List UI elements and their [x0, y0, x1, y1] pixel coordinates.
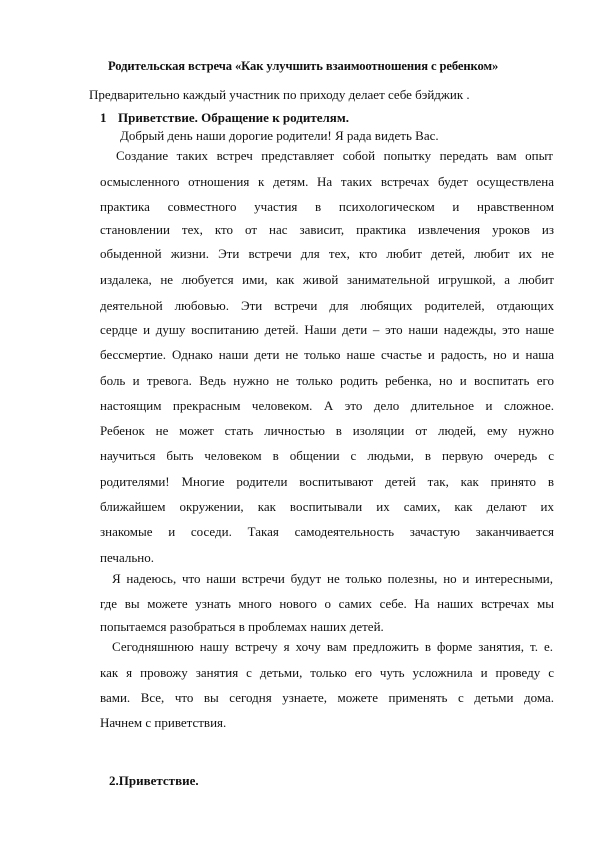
paragraph-1-line: печально. — [100, 550, 154, 565]
paragraph-2-line: где вы можете узнать много нового о самих себе. На наших встречах мы — [100, 596, 554, 611]
greeting-text: Добрый день наши дорогие родители! Я рада видеть Вас. — [120, 128, 439, 143]
section-2-heading: 2.Приветствие. — [109, 773, 199, 788]
paragraph-1-line: Создание таких встреч представляет собой попытку передать вам опыт — [116, 148, 553, 163]
paragraph-1-line: знакомые и соседи. Такая самодеятельность зачастую заканчивается — [100, 524, 554, 539]
paragraph-1-line: сердце и душу воспитанию детей. Наши дети – это наши надежды, это наше — [100, 322, 554, 337]
paragraph-3-line: вами. Все, что вы сегодня узнаете, можете применять с детьми дома. — [100, 690, 554, 705]
paragraph-1-line: обыденной жизни. Эти встречи для тех, кто любит детей, любит их не — [100, 246, 554, 261]
paragraph-2-line: попытаемся разобраться в проблемах наших детей. — [100, 619, 384, 634]
paragraph-1-line: осмысленного отношения к детям. На таких встречах будет осуществлена — [100, 174, 554, 189]
paragraph-3-line: как я провожу занятия с детьми, только его чуть усложнила и проведу с — [100, 665, 554, 680]
paragraph-1-line: родителями! Многие родители воспитывают детей так, как принято в — [100, 474, 554, 489]
paragraph-1-line: боль и тревога. Ведь нужно не только родить ребенка, но и воспитать его — [100, 373, 554, 388]
paragraph-1-line: ближайшем окружении, как воспитывали их самих, как делают их — [100, 499, 554, 514]
paragraph-3-line: Сегодняшнюю нашу встречу я хочу вам предложить в форме занятия, т. е. — [112, 639, 553, 654]
section-1-number: 1 — [100, 110, 107, 125]
paragraph-1-line: научиться быть человеком в общении с людьми, в первую очередь с — [100, 448, 554, 463]
paragraph-2-line: Я надеюсь, что наши встречи будут не только полезны, но и интересными, — [112, 571, 553, 586]
paragraph-1-line: Ребенок не может стать личностью в изоляции от людей, ему нужно — [100, 423, 554, 438]
paragraph-1-line: становлении тех, кто от нас зависит, практика извлечения уроков из — [100, 222, 554, 237]
paragraph-3-line: Начнем с приветствия. — [100, 715, 227, 730]
paragraph-1-line: деятельной любовью. Эти встречи для любящих родителей, отдающих — [100, 298, 554, 313]
page-title: Родительская встреча «Как улучшить взаимоотношения с ребенком» — [108, 59, 499, 73]
intro-text: Предварительно каждый участник по приходу делает себе бэйджик . — [89, 87, 470, 102]
paragraph-1-line: настоящим прекрасным человеком. А это дело длительное и сложное. — [100, 398, 554, 413]
section-1-heading — [100, 110, 554, 126]
paragraph-1-line: бессмертие. Однако наши дети не только наше счастье и радость, но и наша — [100, 347, 554, 362]
paragraph-1-line: издалека, не любуется ими, как живой занимательной игрушкой, а любит — [100, 272, 554, 287]
section-1-title: Приветствие. Обращение к родителям. — [118, 110, 349, 125]
paragraph-1-line: практика совместного участия в психологическом и нравственном — [100, 199, 554, 214]
